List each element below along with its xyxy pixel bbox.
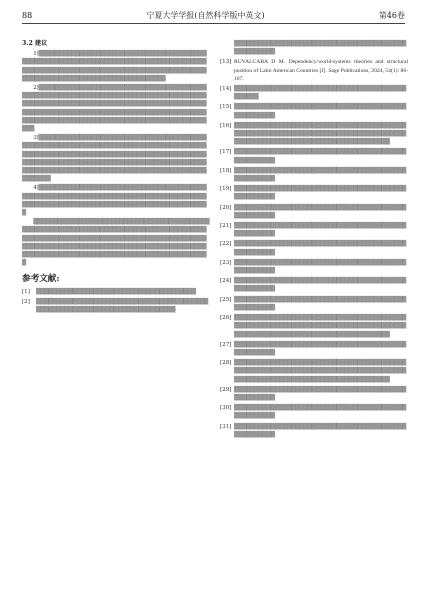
reference-text: ▒▒▒▒▒▒▒▒▒▒▒▒▒▒▒▒▒▒▒▒▒▒▒▒▒▒▒▒▒▒▒▒▒▒▒▒▒▒▒▒▒▒▒▒▒▒▒▒▒▒▒▒ bbox=[234, 423, 407, 438]
reference-entry bbox=[22, 288, 210, 296]
reference-entry bbox=[220, 148, 408, 164]
reference-entry bbox=[220, 277, 408, 293]
reference-text: ▒▒▒▒▒▒▒▒▒▒▒▒▒▒▒▒▒▒▒▒▒▒▒▒▒▒▒▒▒▒▒▒▒▒▒▒▒▒▒▒▒▒▒▒▒▒▒▒▒▒▒▒▒▒▒▒▒▒▒▒▒▒▒▒▒▒▒▒▒▒▒▒▒▒▒▒ bbox=[36, 298, 209, 314]
reference-text: ▒▒▒▒▒▒▒▒▒▒▒▒▒▒▒▒▒▒▒▒▒▒▒▒▒▒▒▒▒▒▒▒▒▒▒▒▒▒▒▒▒▒▒▒▒▒▒▒▒▒▒▒ bbox=[234, 41, 407, 56]
reference-text: ▒▒▒▒▒▒▒▒▒▒▒▒▒▒▒▒▒▒▒▒▒▒▒▒▒▒▒▒▒▒▒▒▒▒▒▒▒▒▒▒▒▒▒▒▒▒▒▒▒▒▒▒ bbox=[234, 278, 407, 293]
reference-entry bbox=[220, 103, 408, 119]
reference-number: [25] bbox=[220, 296, 232, 303]
reference-entry bbox=[220, 240, 408, 256]
reference-text: ▒▒▒▒▒▒▒▒▒▒▒▒▒▒▒▒▒▒▒▒▒▒▒▒▒▒▒▒▒▒▒▒▒▒▒▒▒▒▒▒▒▒▒▒▒▒▒▒▒▒▒▒▒▒▒▒▒▒▒▒▒▒▒▒▒▒▒▒▒▒▒▒▒▒▒▒▒▒▒▒▒▒▒▒▒▒▒▒▒▒▒▒▒▒▒▒▒▒▒▒▒▒▒▒▒▒▒▒▒▒▒▒▒▒▒▒▒▒▒▒▒▒ bbox=[234, 360, 407, 383]
references-heading: 参考文献: bbox=[22, 274, 60, 285]
reference-number: [1] bbox=[22, 288, 30, 295]
section-heading: 3.2 建议 bbox=[22, 40, 48, 47]
reference-text: ▒▒▒▒▒▒▒▒▒▒▒▒▒▒▒▒▒▒▒▒▒▒▒▒▒▒▒▒▒▒▒▒▒▒▒▒▒▒▒▒▒▒▒▒▒▒▒▒▒▒▒▒ bbox=[234, 386, 407, 401]
reference-text: ▒▒▒▒▒▒▒▒▒▒▒▒▒▒▒▒▒▒▒▒▒▒▒▒▒▒▒▒▒▒▒▒▒▒▒▒▒▒▒▒▒▒▒▒▒▒▒▒▒▒▒▒ bbox=[234, 259, 407, 275]
reference-text: ▒▒▒▒▒▒▒▒▒▒▒▒▒▒▒▒▒▒▒▒▒▒▒▒▒▒▒▒▒▒▒▒▒▒▒▒▒▒▒▒▒▒▒▒▒▒▒▒▒▒▒▒ bbox=[234, 223, 407, 238]
reference-text: ▒▒▒▒▒▒▒▒▒▒▒▒▒▒▒▒▒▒▒▒▒▒▒▒▒▒▒▒▒▒▒▒▒▒▒▒▒▒▒▒▒▒▒▒▒▒▒▒▒▒▒▒ bbox=[234, 204, 407, 219]
reference-entry bbox=[220, 85, 408, 101]
reference-number: [22] bbox=[220, 241, 232, 248]
reference-number: [17] bbox=[220, 149, 232, 156]
reference-number: [18] bbox=[220, 167, 232, 174]
reference-text: ▒▒▒▒▒▒▒▒▒▒▒▒▒▒▒▒▒▒▒▒▒▒▒▒▒▒▒▒▒▒▒▒▒▒▒▒▒▒▒▒▒▒▒▒▒▒▒▒▒▒▒▒▒▒▒▒▒▒▒▒▒▒▒▒▒▒▒▒▒▒▒▒▒▒▒▒▒▒▒▒▒▒▒▒▒▒▒▒▒▒▒▒▒▒▒▒▒▒▒▒▒▒▒▒▒▒▒▒▒▒▒▒▒▒▒▒▒▒▒▒▒▒ bbox=[234, 122, 407, 146]
left-reference-list bbox=[22, 288, 210, 315]
left-column bbox=[22, 40, 210, 316]
reference-number: [28] bbox=[220, 360, 232, 367]
reference-text: ▒▒▒▒▒▒▒▒▒▒▒▒▒▒▒▒▒▒▒▒▒▒▒▒▒▒▒▒▒▒▒▒▒▒▒▒▒▒▒▒▒▒▒▒▒▒▒▒▒▒▒▒ bbox=[234, 241, 407, 256]
running-header bbox=[22, 8, 405, 22]
reference-entry bbox=[220, 204, 408, 220]
reference-number bbox=[220, 40, 234, 56]
reference-entry bbox=[220, 404, 408, 420]
reference-number: [21] bbox=[220, 223, 232, 230]
reference-number: [29] bbox=[220, 386, 232, 393]
reference-text: ▒▒▒▒▒▒▒▒▒▒▒▒▒▒▒▒▒▒▒▒▒▒▒▒▒▒▒▒▒▒▒▒▒▒▒▒▒▒▒▒▒▒▒▒▒▒▒▒▒▒▒▒ bbox=[234, 104, 407, 119]
reference-entry bbox=[220, 259, 408, 275]
reference-text: ▒▒▒▒▒▒▒▒▒▒▒▒▒▒▒▒▒▒▒▒▒▒▒▒▒▒▒▒▒▒▒▒▒▒▒▒▒▒▒▒▒▒▒▒▒▒▒▒ bbox=[234, 86, 407, 101]
reference-number: [19] bbox=[220, 186, 232, 193]
reference-entry bbox=[22, 298, 210, 314]
volume-label: 第46卷 bbox=[378, 10, 405, 20]
reference-entry bbox=[220, 341, 408, 357]
reference-number: [13] bbox=[220, 59, 232, 66]
suggestion-paragraph: 1)▒▒▒▒▒▒▒▒▒▒▒▒▒▒▒▒▒▒▒▒▒▒▒▒▒▒▒▒▒▒▒▒▒▒▒▒▒▒▒▒▒▒▒▒▒▒▒▒▒▒▒▒▒▒▒▒▒▒▒▒▒▒▒▒▒▒▒▒▒▒▒▒▒▒▒▒▒▒▒▒▒▒▒▒▒▒▒▒▒▒▒▒▒▒▒▒▒▒▒▒▒▒▒▒▒▒▒▒▒▒▒▒▒▒▒▒▒▒▒▒▒▒▒▒▒▒▒▒▒▒▒▒▒▒▒▒▒▒▒▒▒▒▒▒▒▒▒▒▒▒▒▒▒▒▒▒▒▒▒▒▒▒▒▒▒▒ bbox=[22, 51, 207, 82]
reference-number: [31] bbox=[220, 423, 232, 430]
page-number: 88 bbox=[22, 10, 33, 20]
suggestion-paragraph: 3)▒▒▒▒▒▒▒▒▒▒▒▒▒▒▒▒▒▒▒▒▒▒▒▒▒▒▒▒▒▒▒▒▒▒▒▒▒▒▒▒▒▒▒▒▒▒▒▒▒▒▒▒▒▒▒▒▒▒▒▒▒▒▒▒▒▒▒▒▒▒▒▒▒▒▒▒▒▒▒▒▒▒▒▒▒▒▒▒▒▒▒▒▒▒▒▒▒▒▒▒▒▒▒▒▒▒▒▒▒▒▒▒▒▒▒▒▒▒▒▒▒▒▒▒▒▒▒▒▒▒▒▒▒▒▒▒▒▒▒▒▒▒▒▒▒▒▒▒▒▒▒▒▒▒▒▒▒▒▒▒▒▒▒▒▒▒▒▒▒▒▒▒▒▒▒▒▒▒▒▒▒▒▒▒▒▒▒▒▒▒▒▒▒▒▒▒▒▒▒▒▒▒▒▒▒▒▒▒▒▒▒▒▒▒▒▒▒▒▒▒▒▒▒▒▒▒▒▒ bbox=[22, 135, 207, 183]
reference-entry bbox=[220, 40, 408, 56]
reference-entry bbox=[220, 167, 408, 183]
conclusion-paragraph: ▒▒▒▒▒▒▒▒▒▒▒▒▒▒▒▒▒▒▒▒▒▒▒▒▒▒▒▒▒▒▒▒▒▒▒▒▒▒▒▒▒▒▒▒▒▒▒▒▒▒▒▒▒▒▒▒▒▒▒▒▒▒▒▒▒▒▒▒▒▒▒▒▒▒▒▒▒▒▒▒▒▒▒▒▒▒▒▒▒▒▒▒▒▒▒▒▒▒▒▒▒▒▒▒▒▒▒▒▒▒▒▒▒▒▒▒▒▒▒▒▒▒▒▒▒▒▒▒▒▒▒▒▒▒▒▒▒▒▒▒▒▒▒▒▒▒▒▒▒▒▒▒▒▒▒▒▒▒▒▒▒▒▒▒▒▒▒▒▒▒▒▒▒▒▒▒▒▒▒▒▒▒▒▒▒▒▒▒▒▒▒▒▒▒▒▒▒▒▒▒▒▒▒▒▒▒▒▒▒▒▒▒▒▒▒▒▒▒▒▒▒▒▒▒ bbox=[22, 219, 210, 267]
reference-entry bbox=[220, 222, 408, 238]
reference-entry bbox=[220, 359, 408, 384]
suggestion-paragraph: 4)▒▒▒▒▒▒▒▒▒▒▒▒▒▒▒▒▒▒▒▒▒▒▒▒▒▒▒▒▒▒▒▒▒▒▒▒▒▒▒▒▒▒▒▒▒▒▒▒▒▒▒▒▒▒▒▒▒▒▒▒▒▒▒▒▒▒▒▒▒▒▒▒▒▒▒▒▒▒▒▒▒▒▒▒▒▒▒▒▒▒▒▒▒▒▒▒▒▒▒▒▒▒▒▒▒▒▒▒▒▒▒▒▒▒▒▒▒▒▒▒▒▒▒▒▒▒▒▒▒▒▒▒ bbox=[22, 185, 207, 217]
reference-number: [16] bbox=[220, 122, 232, 129]
reference-text: ▒▒▒▒▒▒▒▒▒▒▒▒▒▒▒▒▒▒▒▒▒▒▒▒▒▒▒▒▒▒▒▒▒▒▒▒▒▒▒▒▒▒▒▒▒▒▒▒▒▒▒▒ bbox=[234, 149, 407, 164]
reference-number: [24] bbox=[220, 278, 232, 285]
reference-number: [27] bbox=[220, 341, 232, 348]
reference-entry bbox=[220, 386, 408, 402]
reference-number: [14] bbox=[220, 86, 232, 93]
right-column bbox=[220, 40, 408, 441]
reference-entry bbox=[220, 185, 408, 201]
right-reference-list bbox=[220, 40, 408, 439]
suggestion-paragraph: 2)▒▒▒▒▒▒▒▒▒▒▒▒▒▒▒▒▒▒▒▒▒▒▒▒▒▒▒▒▒▒▒▒▒▒▒▒▒▒▒▒▒▒▒▒▒▒▒▒▒▒▒▒▒▒▒▒▒▒▒▒▒▒▒▒▒▒▒▒▒▒▒▒▒▒▒▒▒▒▒▒▒▒▒▒▒▒▒▒▒▒▒▒▒▒▒▒▒▒▒▒▒▒▒▒▒▒▒▒▒▒▒▒▒▒▒▒▒▒▒▒▒▒▒▒▒▒▒▒▒▒▒▒▒▒▒▒▒▒▒▒▒▒▒▒▒▒▒▒▒▒▒▒▒▒▒▒▒▒▒▒▒▒▒▒▒▒▒▒▒▒▒▒▒▒▒▒▒▒▒▒▒▒▒▒▒▒▒▒▒▒▒▒▒▒▒▒▒▒▒▒▒▒▒▒▒▒▒▒▒▒▒▒▒▒▒▒▒▒▒▒▒▒▒▒ bbox=[22, 85, 207, 133]
reference-text: ▒▒▒▒▒▒▒▒▒▒▒▒▒▒▒▒▒▒▒▒▒▒▒▒▒▒▒▒▒▒▒▒▒▒▒▒▒▒▒▒▒▒▒▒▒▒▒▒▒▒▒▒▒▒▒▒▒▒▒▒▒▒▒▒▒▒▒▒▒▒▒▒▒▒▒▒▒▒▒▒▒▒▒▒▒▒▒▒▒▒▒▒▒▒▒▒▒▒▒▒▒▒▒▒▒▒▒▒▒▒▒▒▒▒▒▒▒▒▒▒▒▒ bbox=[234, 315, 407, 338]
reference-number: [2] bbox=[22, 298, 30, 305]
reference-entry bbox=[220, 296, 408, 312]
reference-entry bbox=[220, 58, 408, 83]
reference-entry bbox=[220, 423, 408, 439]
reference-number: [23] bbox=[220, 259, 232, 266]
header-rule bbox=[22, 23, 405, 24]
reference-entry bbox=[220, 314, 408, 339]
reference-text: RUVALCABA D M. Dependency/world-systems theories and structural position of Latin American Countries [J]. Sage Publications, 2024, 54(1): 86-107. bbox=[234, 59, 408, 82]
reference-number: [15] bbox=[220, 104, 232, 111]
journal-title: 宁夏大学学报(自然科学版中英文) bbox=[146, 10, 265, 20]
reference-entry bbox=[220, 122, 408, 147]
reference-text: ▒▒▒▒▒▒▒▒▒▒▒▒▒▒▒▒▒▒▒▒▒▒▒▒▒▒▒▒▒▒▒▒▒▒▒▒▒▒▒▒▒▒▒▒▒▒▒▒▒▒▒▒ bbox=[234, 186, 407, 201]
reference-text: ▒▒▒▒▒▒▒▒▒▒▒▒▒▒▒▒▒▒▒▒▒▒▒▒▒▒▒▒▒▒▒▒▒▒▒▒▒▒▒▒▒▒▒▒▒▒▒▒▒▒▒▒ bbox=[234, 296, 407, 311]
reference-text: ▒▒▒▒▒▒▒▒▒▒▒▒▒▒▒▒▒▒▒▒▒▒▒▒▒▒▒▒▒▒▒▒▒▒▒▒▒▒▒ bbox=[36, 288, 196, 295]
reference-text: ▒▒▒▒▒▒▒▒▒▒▒▒▒▒▒▒▒▒▒▒▒▒▒▒▒▒▒▒▒▒▒▒▒▒▒▒▒▒▒▒▒▒▒▒▒▒▒▒▒▒▒▒ bbox=[234, 405, 407, 420]
reference-number: [26] bbox=[220, 315, 232, 322]
reference-number: [20] bbox=[220, 204, 232, 211]
reference-number: [30] bbox=[220, 405, 232, 412]
reference-text: ▒▒▒▒▒▒▒▒▒▒▒▒▒▒▒▒▒▒▒▒▒▒▒▒▒▒▒▒▒▒▒▒▒▒▒▒▒▒▒▒▒▒▒▒▒▒▒▒▒▒▒▒ bbox=[234, 167, 407, 183]
reference-text: ▒▒▒▒▒▒▒▒▒▒▒▒▒▒▒▒▒▒▒▒▒▒▒▒▒▒▒▒▒▒▒▒▒▒▒▒▒▒▒▒▒▒▒▒▒▒▒▒▒▒▒▒ bbox=[234, 341, 407, 356]
